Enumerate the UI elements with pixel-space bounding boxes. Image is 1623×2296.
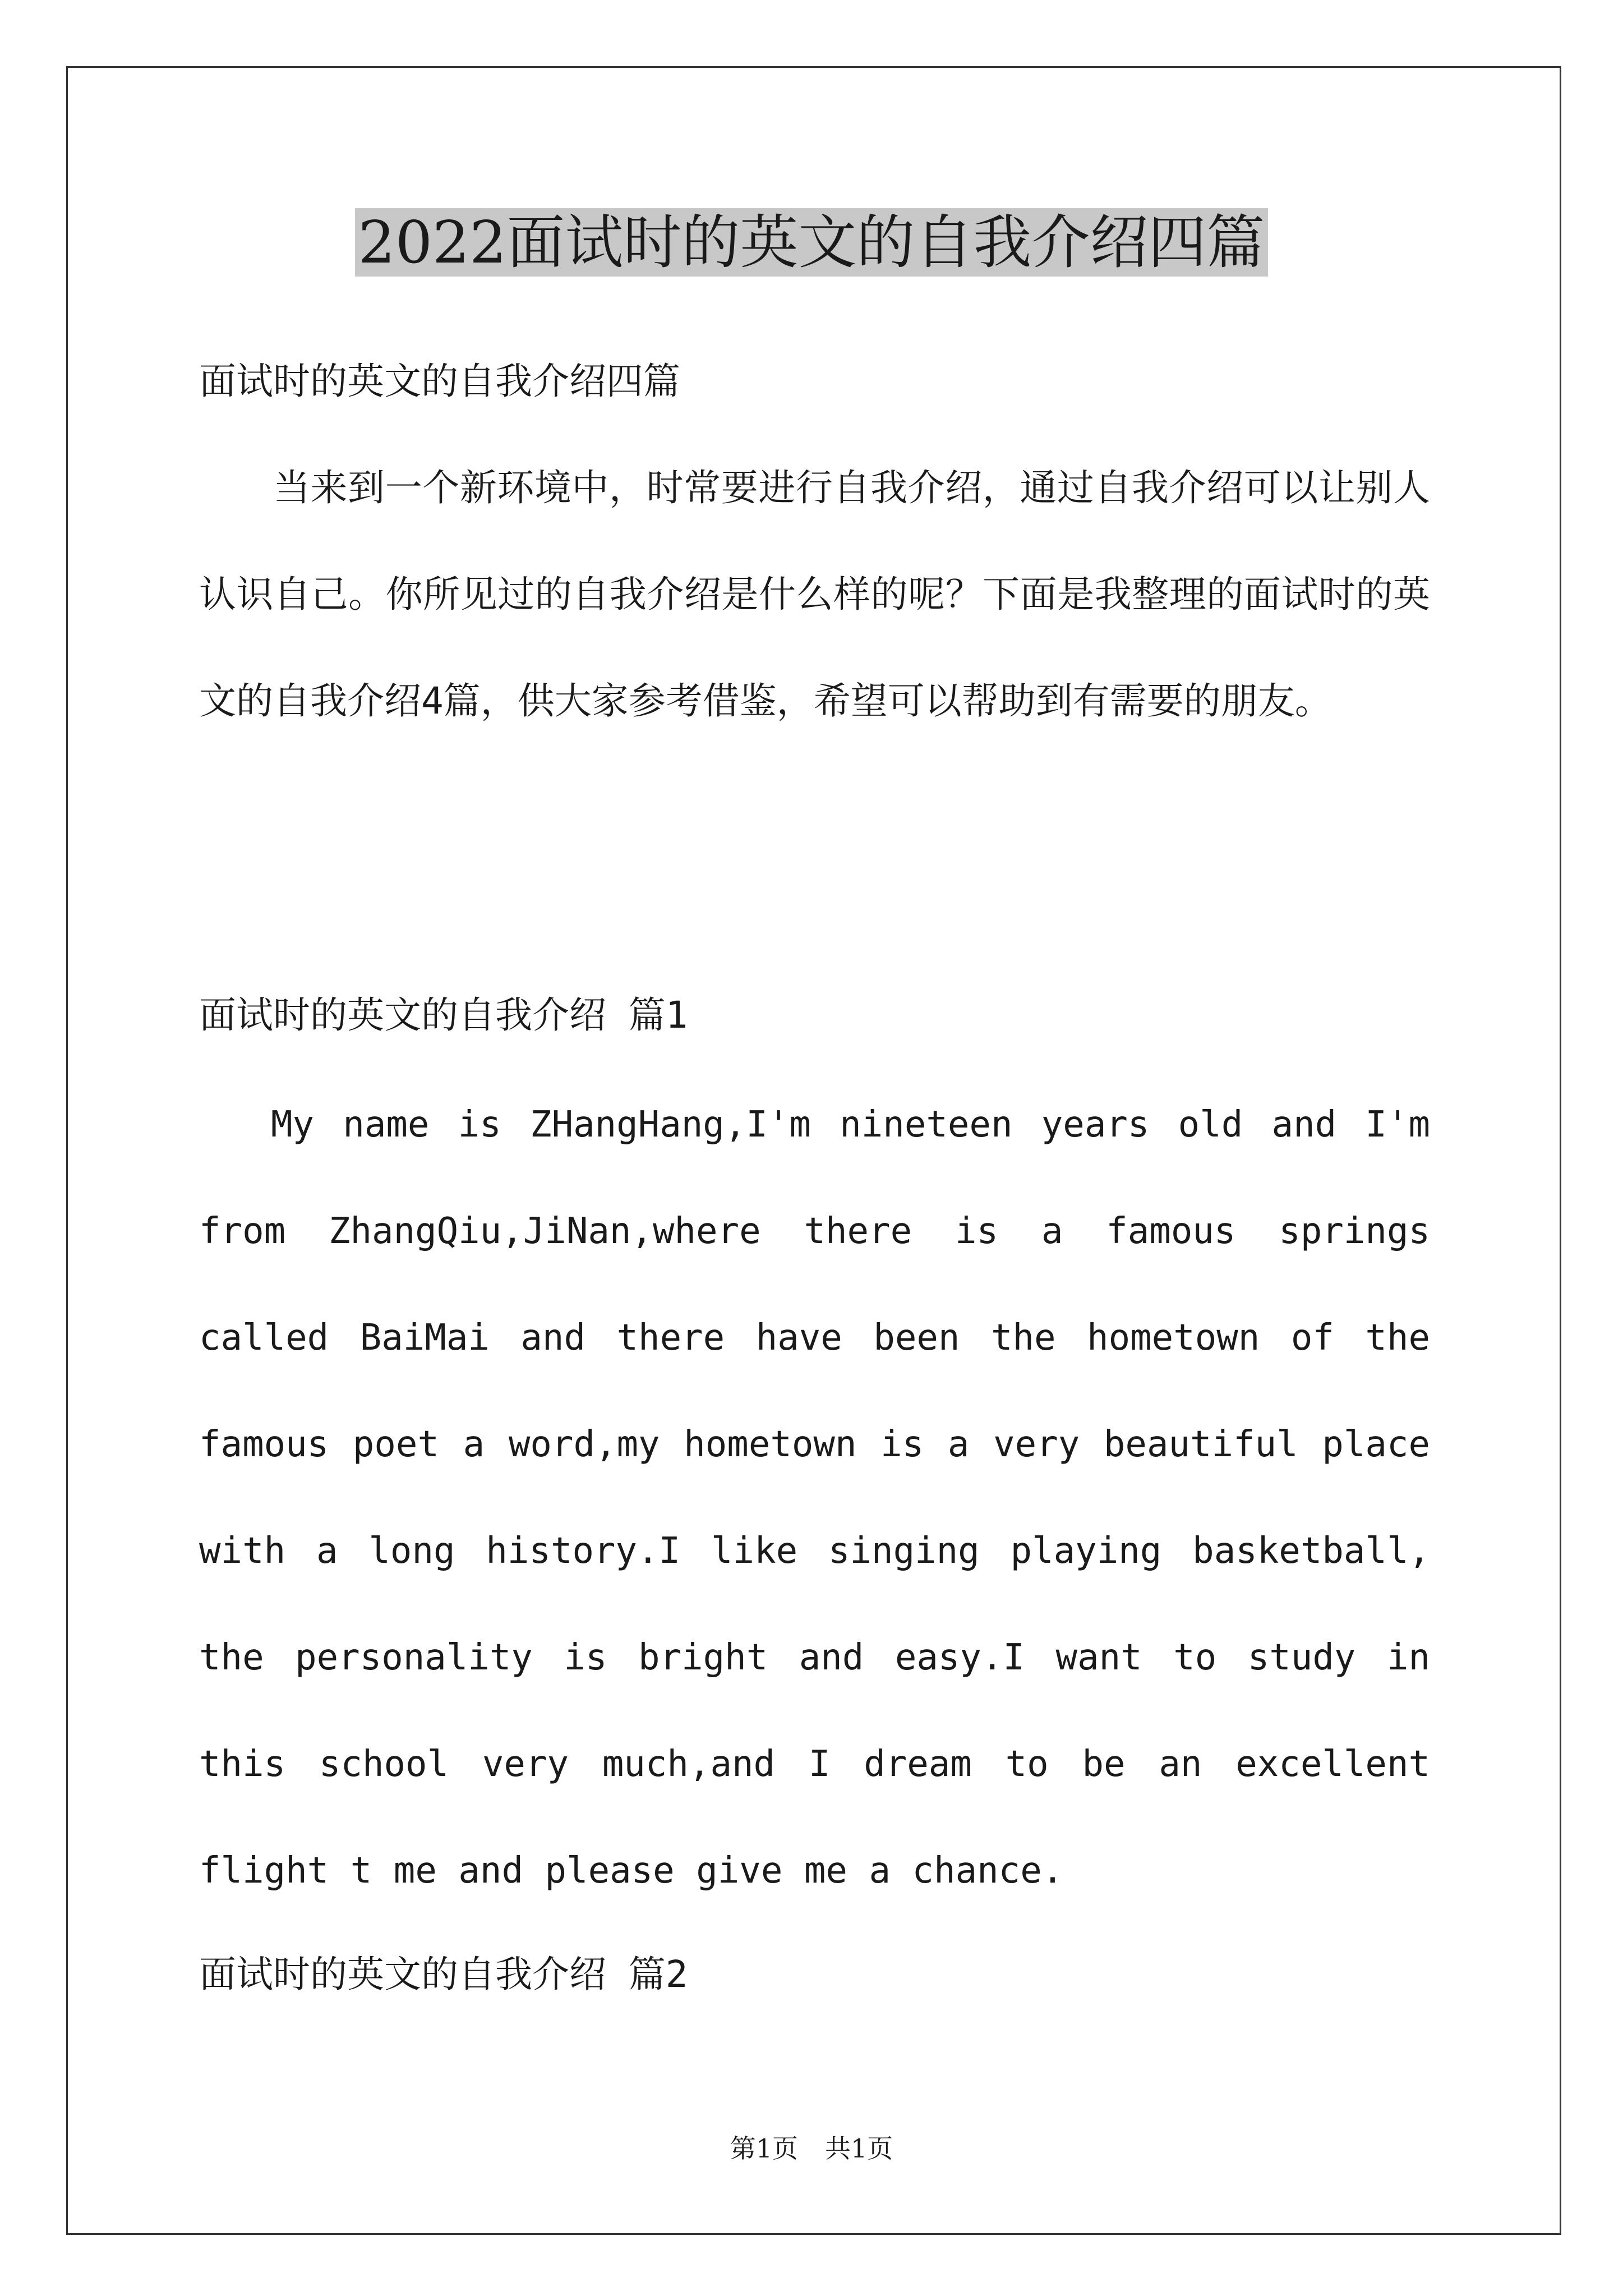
page-number: 第1页: [730, 2133, 798, 2164]
document-subtitle: 面试时的英文的自我介绍四篇: [199, 360, 680, 403]
section-2-heading: 面试时的英文的自我介绍 篇2: [199, 1953, 688, 1996]
page-total: 共1页: [825, 2133, 893, 2164]
section-1-body: My name is ZHangHang,I'm nineteen years old and I'm from ZhangQiu,JiNan,where there is a famous springs called BaiMai and there have been the hometown of the famous poet a word,my hometown is a very beautiful place with a long history.I like singing playing basketball, the personality is bright and easy.I want to study in this school very much,and I dream to be an excellent flight t me and please give me a chance.: [199, 1104, 1430, 1892]
intro-paragraph-block: [199, 435, 1430, 754]
section-1-heading: 面试时的英文的自我介绍 篇1: [199, 993, 688, 1037]
intro-paragraph: 当来到一个新环境中，时常要进行自我介绍，通过自我介绍可以让别人认识自己。你所见过的自我介绍是什么样的呢？下面是我整理的面试时的英文的自我介绍4篇，供大家参考借鉴，希望可以帮助到有需要的朋友。: [199, 466, 1430, 723]
section-1-body-block: [199, 1071, 1430, 1924]
page-footer: [0, 2132, 1623, 2165]
document-title-text: 2022面试时的英文的自我介绍四篇: [355, 208, 1269, 277]
document-title: [0, 203, 1623, 282]
